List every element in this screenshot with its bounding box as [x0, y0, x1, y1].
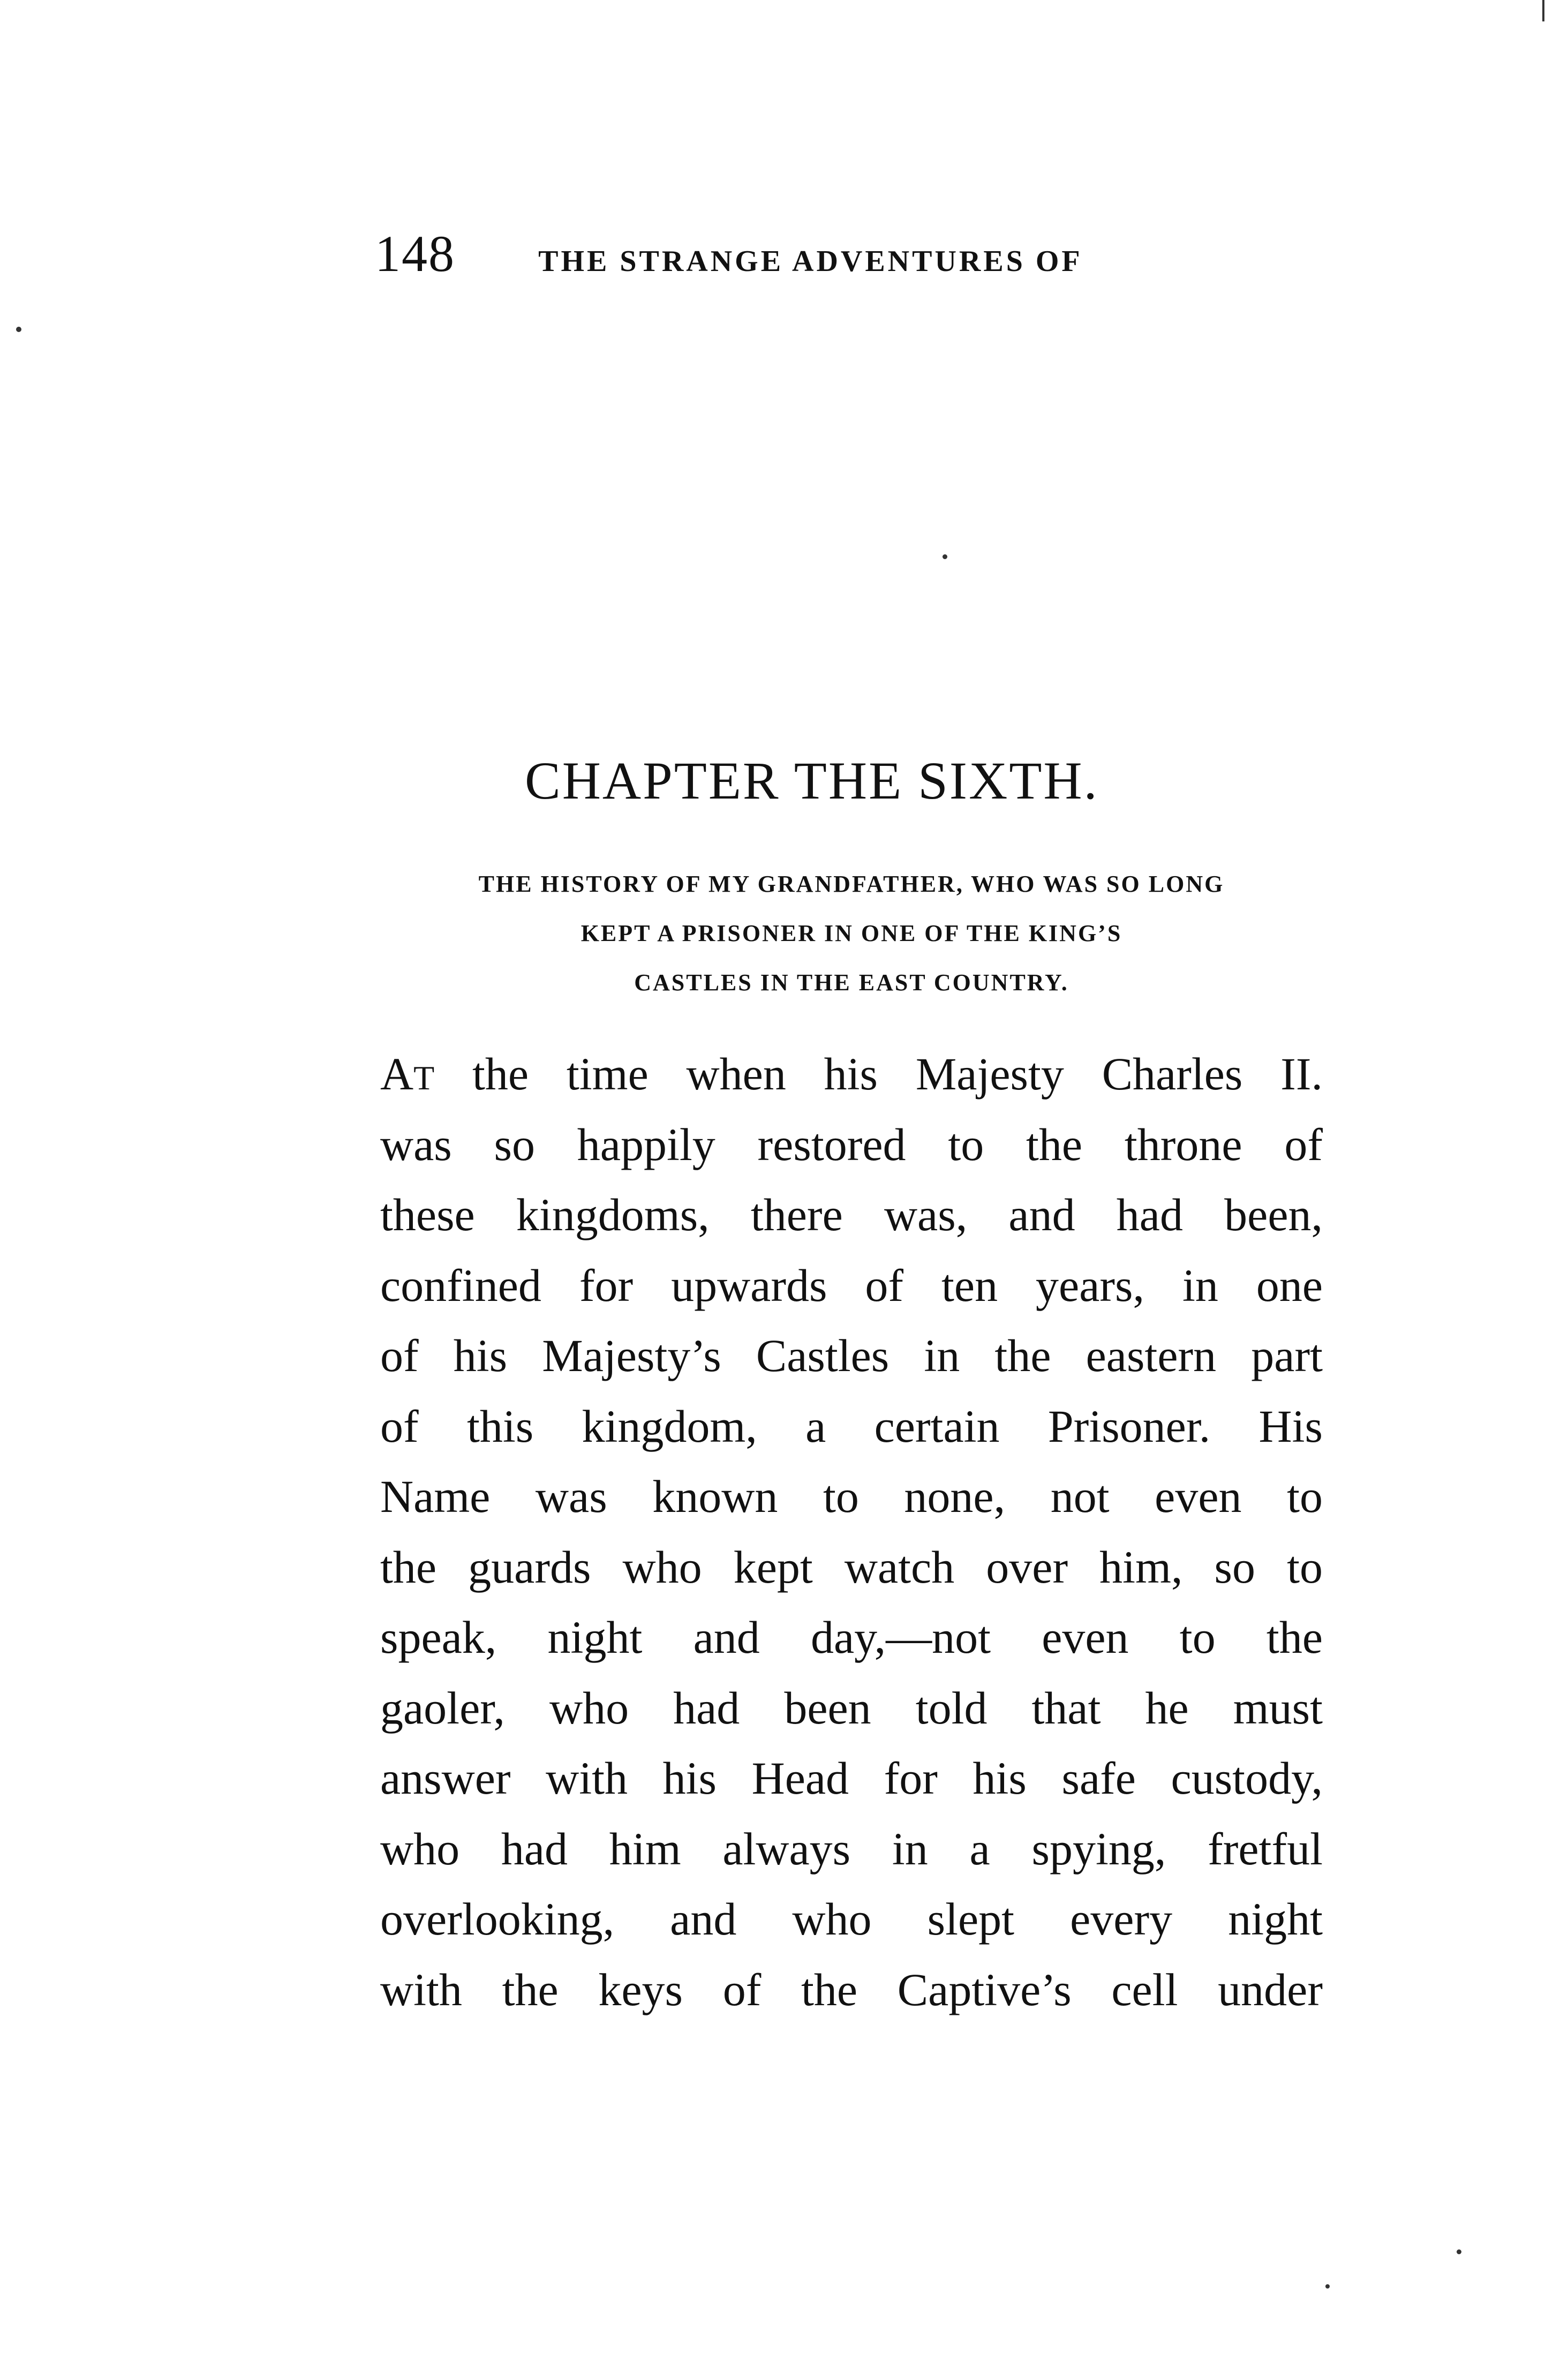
body-line-first [380, 1039, 1323, 1110]
page-number: 148 [375, 225, 455, 282]
body-line: speak, night and day,—not even to the [380, 1612, 1323, 1663]
chapter-title: CHAPTER THE SIXTH. [525, 751, 1099, 810]
body-line: of his Majesty’s Castles in the eastern part [380, 1330, 1323, 1381]
summary-line: THE HISTORY OF MY GRANDFATHER, WHO WAS SO LONG [478, 871, 1225, 897]
scan-speck [943, 554, 947, 559]
body-line: who had him always in a spying, fretful [380, 1823, 1323, 1875]
body-line: was so happily restored to the throne of [380, 1118, 1323, 1170]
body-text [380, 1039, 1323, 2025]
body-line: the guards who kept watch over him, so to [380, 1541, 1323, 1593]
body-line: overlooking, and who slept every night [380, 1893, 1323, 1945]
body-line: these kingdoms, there was, and had been, [380, 1189, 1323, 1240]
scan-speck [1457, 2249, 1461, 2254]
body-line: answer with his Head for his safe custody, [380, 1752, 1323, 1804]
scan-speck [1542, 0, 1544, 21]
running-title: THE STRANGE ADVENTURES OF [538, 245, 1083, 278]
scan-speck [16, 327, 21, 332]
body-line: with the keys of the Captive’s cell under [380, 1963, 1323, 2015]
first-line-text: the time when his Majesty Charles II. [434, 1048, 1323, 1100]
running-head [375, 224, 1339, 283]
chapter-summary [370, 860, 1333, 1007]
initial-smallcap: T [413, 1059, 435, 1097]
summary-line: KEPT A PRISONER IN ONE OF THE KING’S [581, 920, 1122, 946]
initial-letter: A [380, 1048, 414, 1100]
body-line: gaoler, who had been told that he must [380, 1682, 1323, 1734]
body-line: Name was known to none, not even to [380, 1471, 1323, 1522]
body-line: of this kingdom, a certain Prisoner. His [380, 1400, 1323, 1452]
scan-speck [1325, 2284, 1330, 2289]
summary-line: CASTLES IN THE EAST COUNTRY. [634, 969, 1069, 996]
body-line: confined for upwards of ten years, in one [380, 1259, 1323, 1311]
